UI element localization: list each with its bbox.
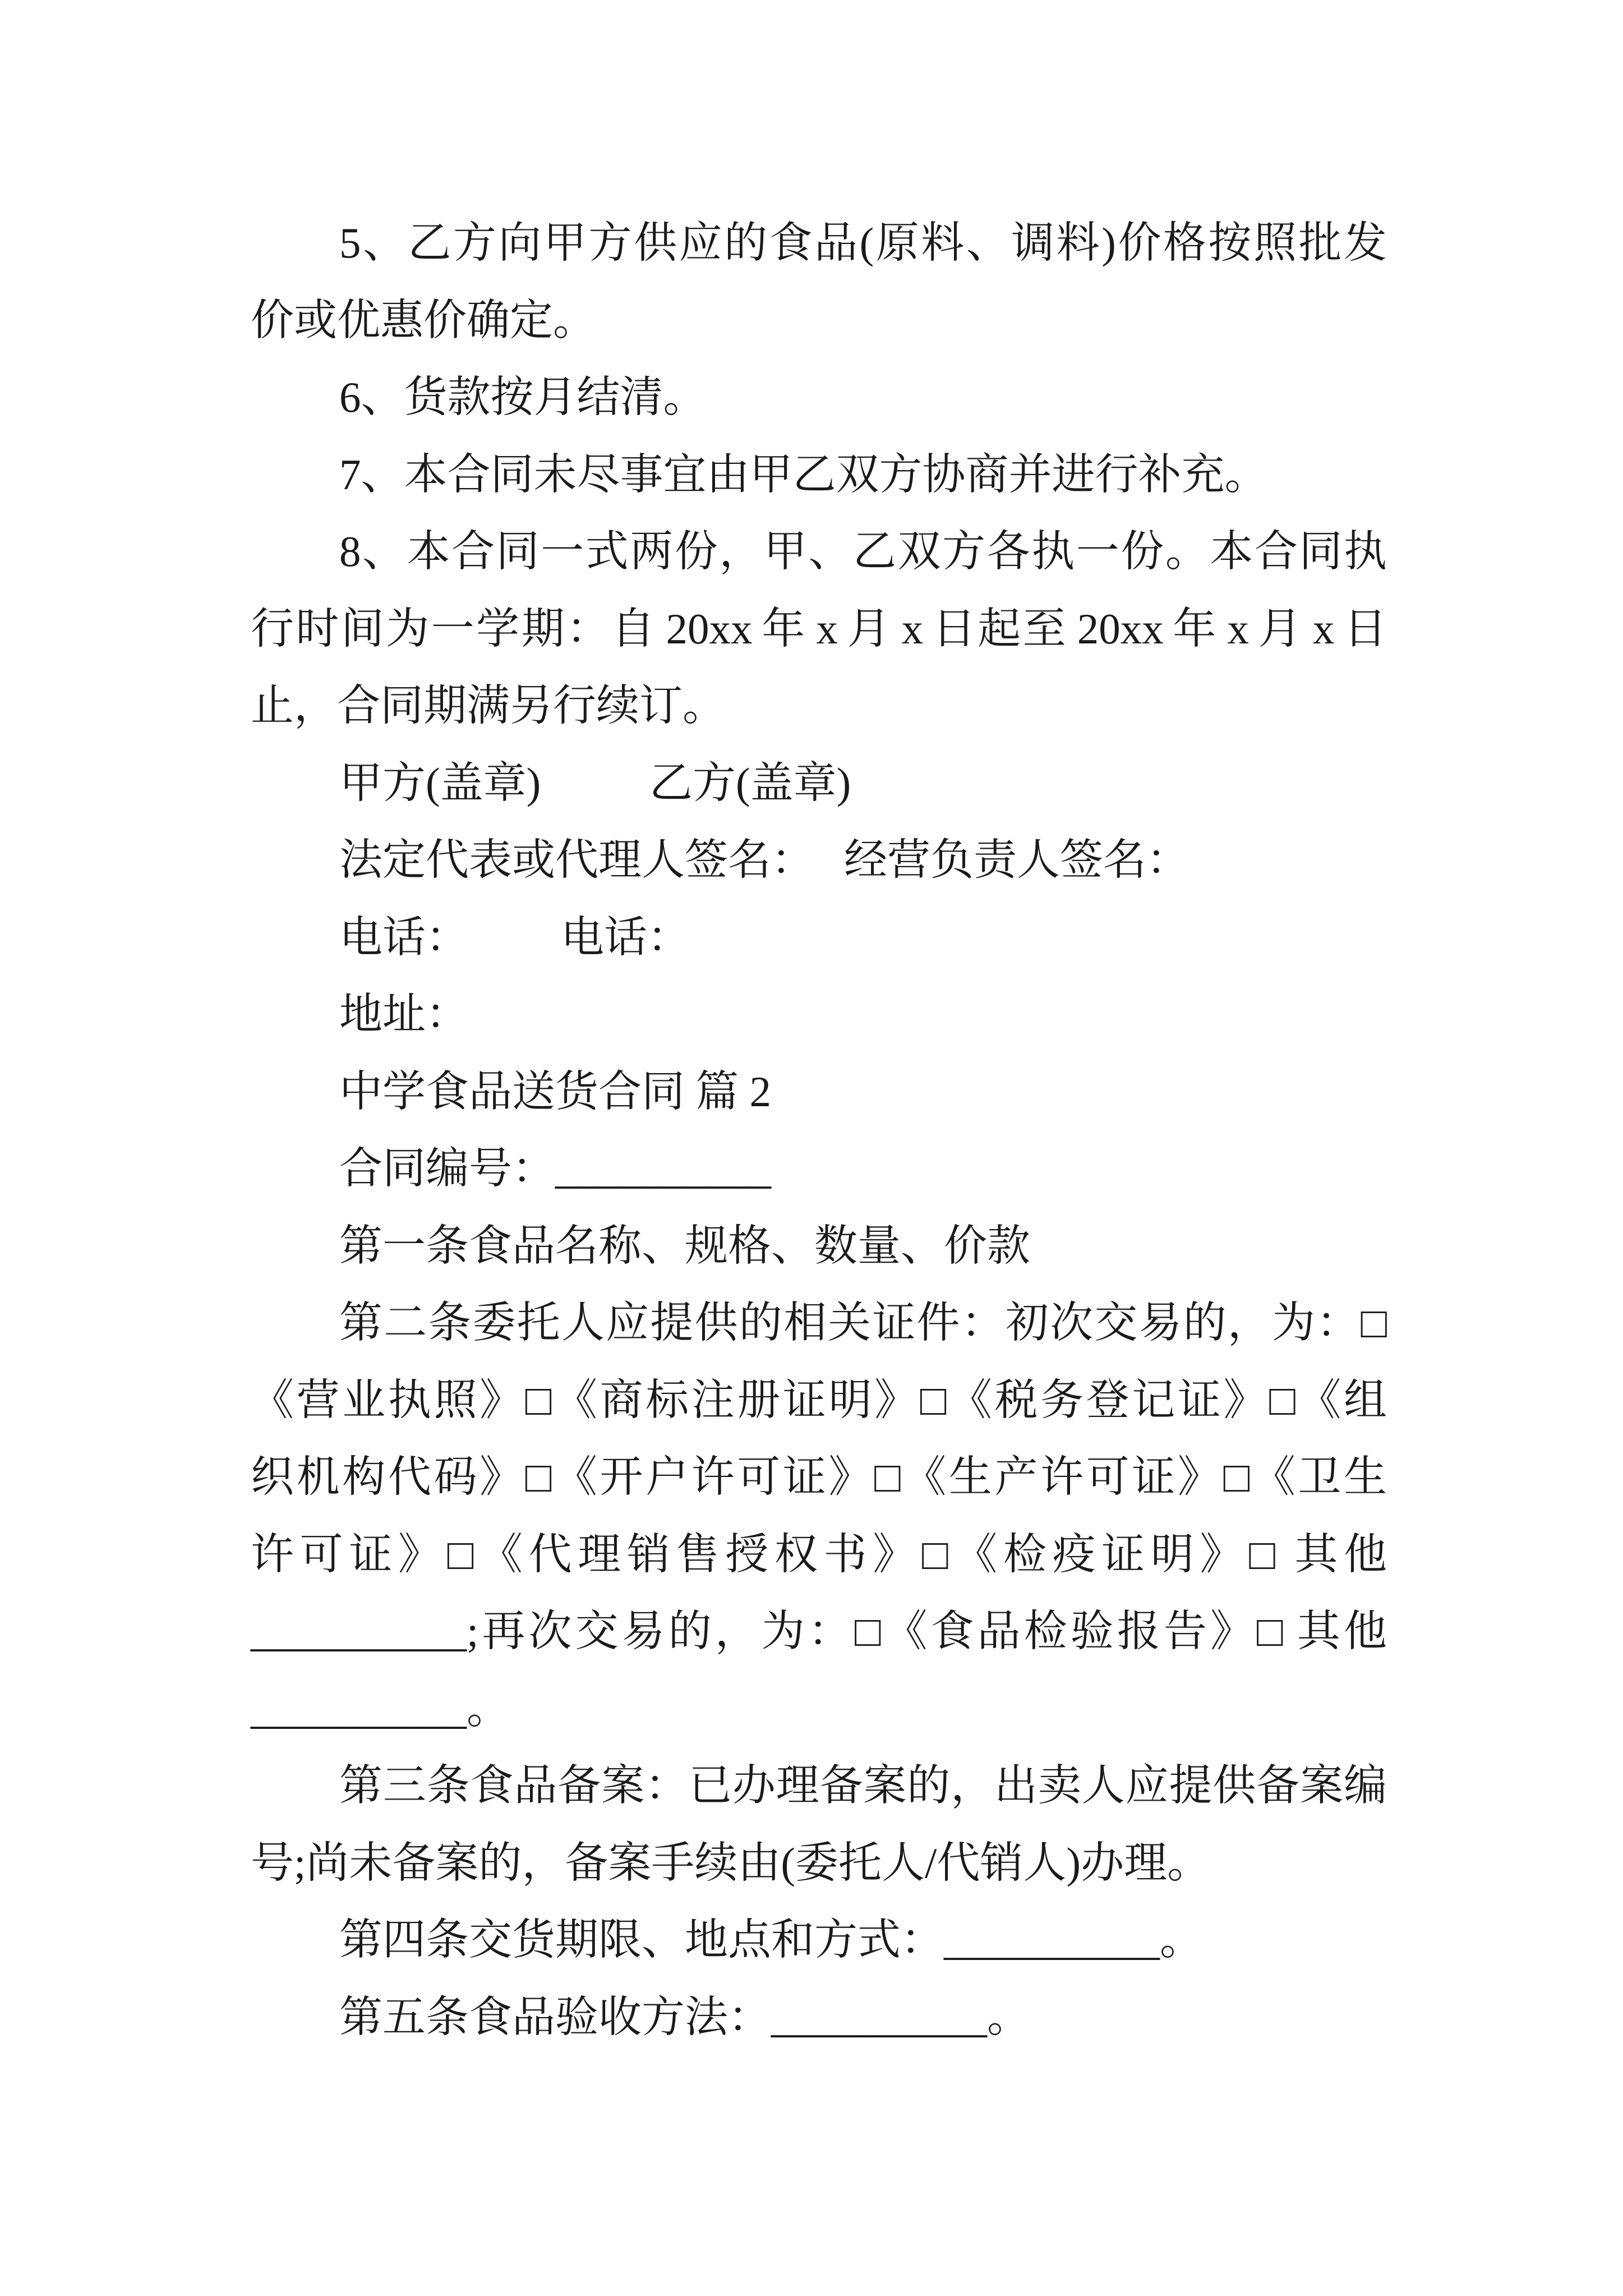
party-b-seal-label: 乙方(盖章) xyxy=(649,758,851,807)
party-a-seal-label: 甲方(盖章) xyxy=(339,758,541,807)
signer-row xyxy=(251,822,1387,899)
clause-7: 7、本合同未尽事宜由甲乙双方协商并进行补充。 xyxy=(339,450,1268,499)
article-2-line-6: __________。 xyxy=(251,1684,510,1733)
article-2-line-3: 织机构代码》□《开户许可证》□《生产许可证》□《卫生 xyxy=(251,1453,1387,1501)
article-3-line-1: 第三条食品备案：已办理备案的，出卖人应提供备案编 xyxy=(339,1761,1387,1810)
clause-8-line-3: 止，合同期满另行续订。 xyxy=(251,682,726,730)
clause-5-line-2: 价或优惠价确定。 xyxy=(251,296,596,344)
clause-8-line-1: 8、本合同一式两份，甲、乙双方各执一份。本合同执 xyxy=(339,527,1387,576)
article-1: 第一条食品名称、规格、数量、价款 xyxy=(339,1221,1030,1270)
contract-body xyxy=(251,205,1387,2056)
article-4: 第四条交货期限、地点和方式：__________。 xyxy=(339,1916,1203,1964)
contract-2-title: 中学食品送货合同 篇 2 xyxy=(339,1067,771,1116)
contract-number-row xyxy=(251,1130,1387,1208)
party-b-phone-label: 电话： xyxy=(561,913,690,961)
article-3-line-2: 号;尚未备案的，备案手续由(委托人/代销人)办理。 xyxy=(251,1838,1211,1887)
clause-5-line-1: 5、乙方向甲方供应的食品(原料、调料)价格按照批发 xyxy=(339,219,1387,267)
party-a-signer-label: 法定代表或代理人签名： xyxy=(339,836,814,884)
article-2-line-5: __________;再次交易的，为：□《食品检验报告》□ 其他 xyxy=(251,1607,1387,1655)
party-b-signer-label: 经营负责人签名： xyxy=(844,836,1189,884)
article-2-line-2: 《营业执照》□《商标注册证明》□《税务登记证》□《组 xyxy=(251,1375,1387,1424)
clause-8-line-2: 行时间为一学期：自 20xx 年 x 月 x 日起至 20xx 年 x 月 x 日 xyxy=(251,604,1387,653)
seal-row xyxy=(251,745,1387,822)
address-label: 地址： xyxy=(339,990,469,1038)
contract-number-blank: __________ xyxy=(555,1144,771,1193)
clause-6: 6、货款按月结清。 xyxy=(339,373,707,421)
party-a-phone-label: 电话： xyxy=(339,913,469,961)
contract-number-label: 合同编号： xyxy=(339,1144,555,1193)
article-5: 第五条食品验收方法：__________。 xyxy=(339,1993,1030,2041)
article-2-line-4: 许可证》□《代理销售授权书》□《检疫证明》□ 其他 xyxy=(251,1530,1387,1579)
article-2-line-1: 第二条委托人应提供的相关证件：初次交易的，为：□ xyxy=(339,1299,1387,1347)
phone-row xyxy=(251,899,1387,977)
